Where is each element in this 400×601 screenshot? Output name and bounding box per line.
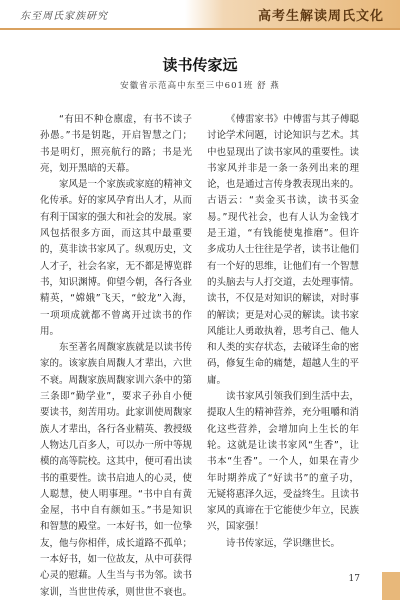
body-paragraph: 《傅雷家书》中傅雷与其子傅聪讨论学术问题，讨论知识与艺术。其中也显现出了读书家风的重要性。读书家风并非是一条一条列出来的理论，也是通过言传身教表现出来的。古语云：“卖金买书读，读书买金易。”现代社会，也有人认为金钱才是王道，“有钱能使鬼推磨”。但许多成功人士往往是学者，读书让他们有一个好的思维，让他们有一个智慧的头脑去与人打交道，去处理事情。读书，不仅是对知识的解读，对时事的解读；更是对心灵的解读。读书家风能让人勇敢执着，思考自己、他人和人类的实存状态，去破译生命的密码，修复生命的痛楚，超越人生的平庸。 bbox=[207, 114, 360, 386]
section-banner bbox=[185, 0, 400, 28]
body-paragraph: 家风是一个家族或家庭的精神文化传承。好的家风孕育出人才，从而有利于国家的强大和社会的发展。家风包括很多方面，而这其中最重要的，莫非读书家风了。纵观历史，文人才子，社会名家，无不都是博览群书，知识渊博。仰望今朝，各行各业精英，“嫦娥”飞天，“蛟龙”入海，一项项成就都不曾离开过读书的作用。 bbox=[40, 179, 193, 337]
page-header bbox=[0, 0, 400, 34]
article-title: 读书传家远 bbox=[162, 56, 238, 74]
body-paragraph: 读书家风引领我们到生活中去，提取人生的精神营养，充分咀嚼和消化这些营养，会增加向上生长的年轮。这就是让读书家风“生香”，让书本“生香”。一个人，如果在青少年时期养成了“好读书”的童子功，无疑将惠泽久远，受益终生。且读书家风的真谛在于它能使少年立，民族兴，国家强！ bbox=[207, 391, 360, 533]
right-column bbox=[207, 112, 359, 552]
journal-name: 东至周氏家族研究 bbox=[20, 11, 108, 22]
article-author: 安徽省示范高中东至三中601班 舒 燕 bbox=[120, 81, 280, 91]
corner-tab bbox=[382, 572, 400, 600]
body-paragraph: 东至著名周馥家族就是以读书传家的。该家族自周馥人才辈出，六世不衰。周馥家族周馥家训六条中的第三条即“勤学业”，要求子孙自小便要读书，刻苦用功。此家训使周馥家族人才辈出，各行各业精英、教授级人物达几百多人，可以办一所中等规模的高等院校。这其中，便可看出读书的重要性。读书启迪人的心灵，使人聪慧，使人明事理。“书中自有黄金屋，书中自有颜如玉。”书是知识和智慧的殿堂。一本好书，如一位挚友，他与你相伴，成长道路不孤单；一本好书，如一位故友，从中可获得心灵的慰藉。人生当与书为邻。读书家训，当世世传承，则世世不衰也。 bbox=[40, 342, 193, 598]
section-title: 高考生解读周氏文化 bbox=[257, 9, 384, 24]
body-paragraph: 诗书传家远，学识继世长。 bbox=[226, 537, 341, 549]
body-paragraph: “有田不种仓廪虚，有书不读子孙愚。”书是钥匙，开启智慧之门；书是明灯，照亮航行的路；书是光亮，划开黑暗的天幕。 bbox=[40, 114, 192, 174]
page-number: 17 bbox=[348, 574, 360, 584]
left-column bbox=[40, 112, 192, 601]
header-divider bbox=[0, 28, 400, 30]
